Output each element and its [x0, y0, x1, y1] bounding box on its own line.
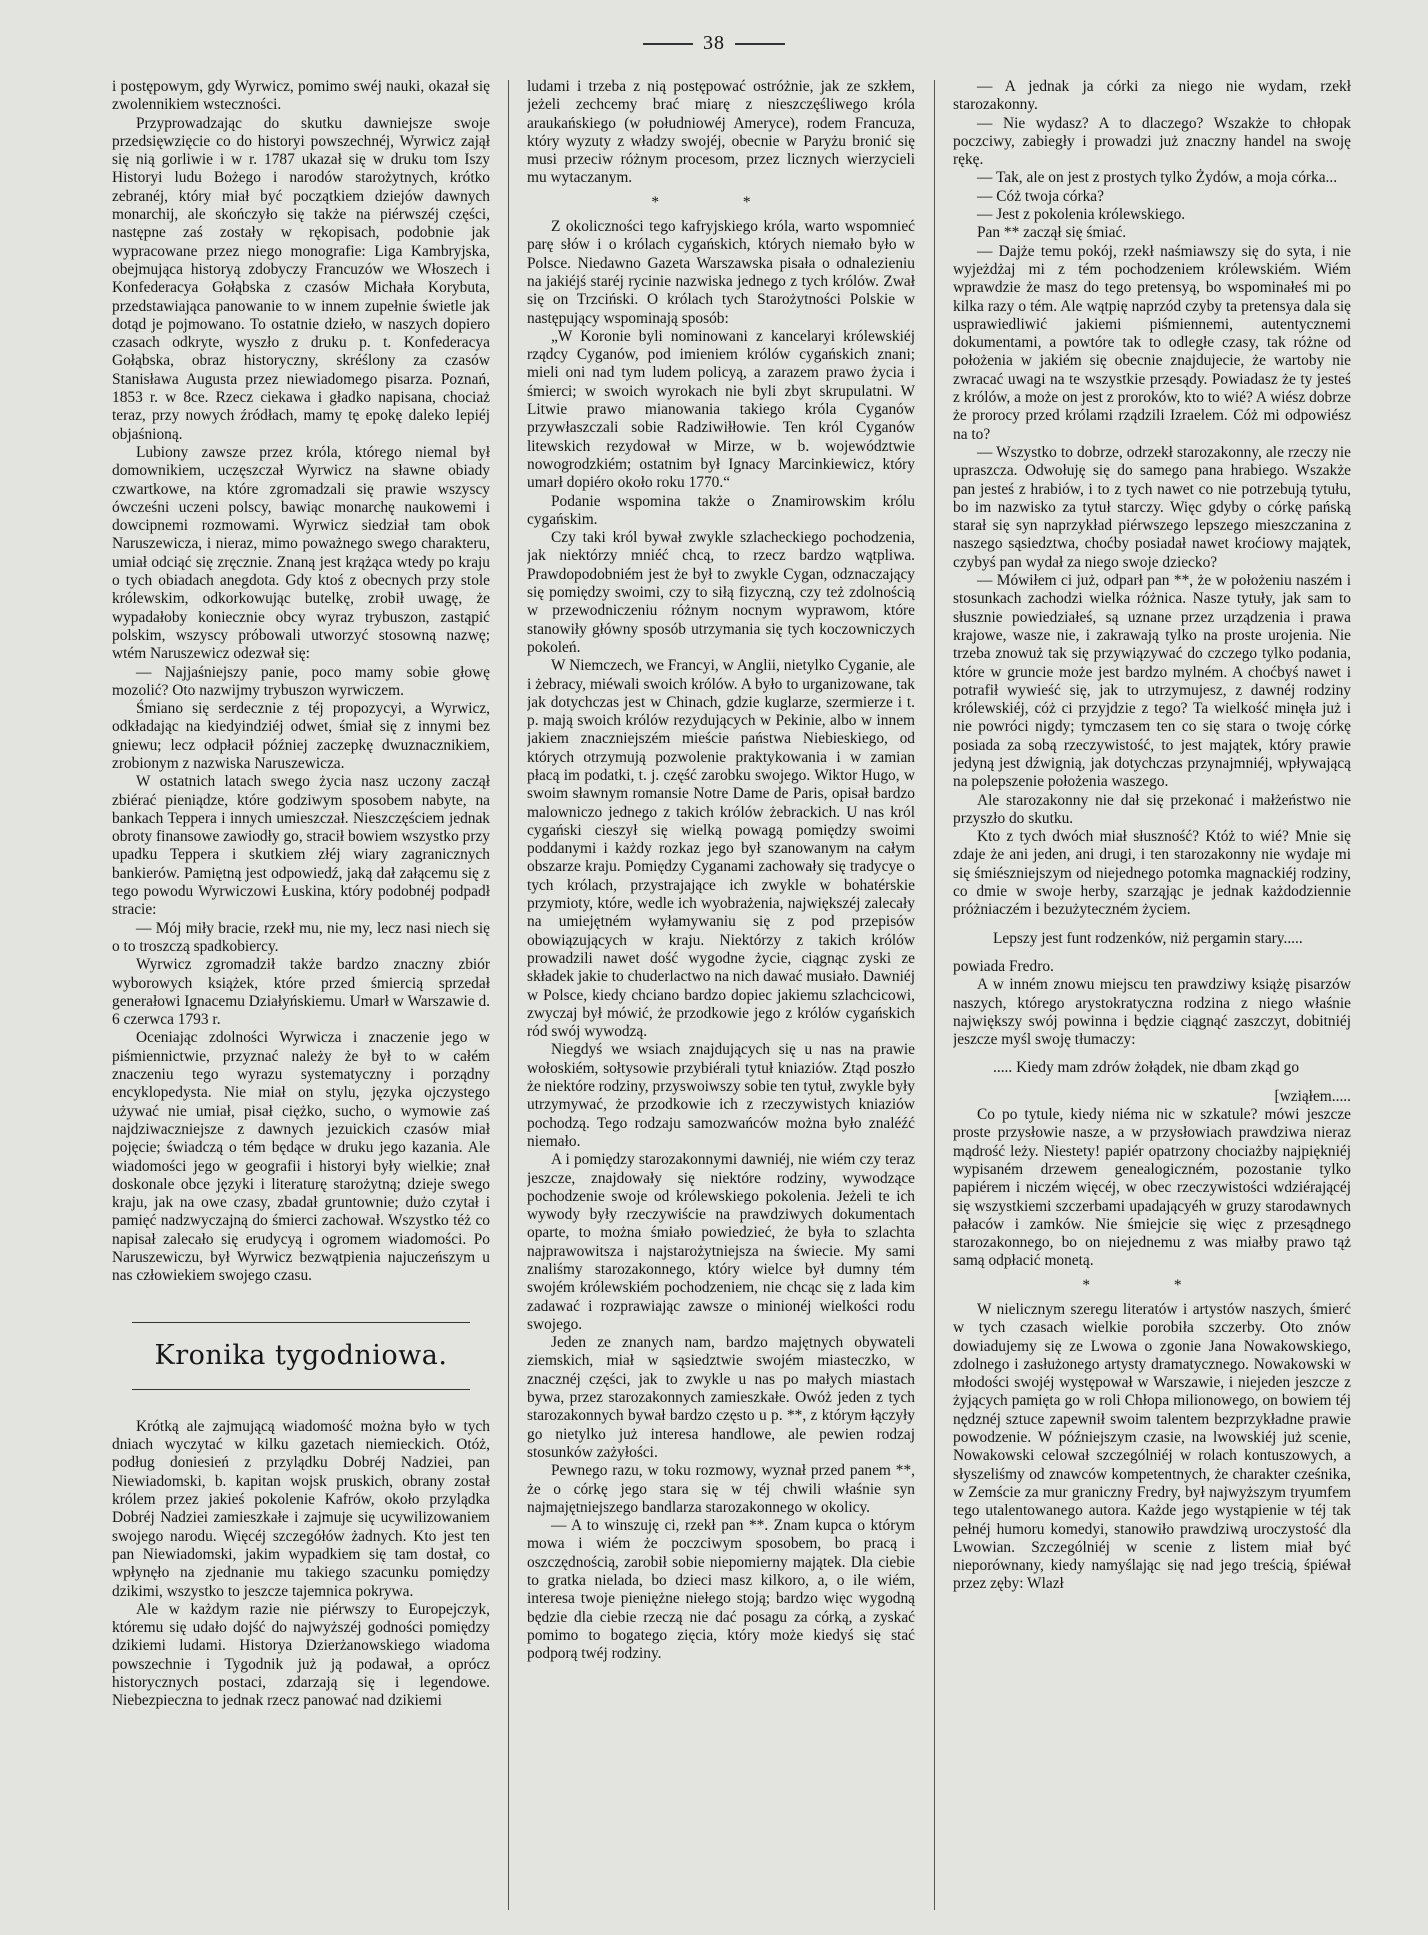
paragraph: — Mój miły bracie, rzekł mu, nie my, lecz nasi niech się o to troszczą spadkobiercy.: [112, 919, 490, 955]
paragraph: Przyprowadzając do skutku dawniejsze swoje przedsięwzięcie co do historyi powszechnéj, Wyrwicz zajął się nią gorliwie i w r. 1787 ukazał się w druku tom Iszy Historyi ludu Bożego i narodów starożytnych, krótko zebranéj, który miał być początkiem dziejów dawnych monarchij, ale skończyło się także na piérwszéj części, następne zaś zostały w rękopisach, podobnie jak wypracowane przez niego monografie: Liga Kambryjska, obejmująca historyą zdobyczy Francuzów we Włoszech i Konfederacya Gołąbska z czasów Michała Korybuta, przedstawiająca panowanie to w innem zupełnie świetle jak dotąd je pojmowano. To ostatnie dzieło, w naszych dopiero czasach odkryte, wyszło z druku p. t. Konfederacya Gołąbska, obraz historyczny, skréślony za czasów Stanisława Augusta przez niewiadomego pisarza. Poznań, 1853 r. w 8ce. Rzecz ciekawa i gładko napisana, chociaż teraz, przy nowych źródłach, mamy tę epokę daleko lepiéj objaśnioną.: [112, 114, 490, 443]
paragraph: powiada Fredro.: [953, 957, 1054, 975]
paragraph: — A to winszuję ci, rzekł pan **. Znam kupca o którym mowa i wiém że poczciwym sposobem, bo pracą i oszczędnością, zarobił sobie niepomierny majątek. Dla ciebie to gratka nielada, bo dzieci masz kilkoro, a, o ile wiém, interesa twoje pieniężne niełego stoją; bardzo więc wygodną będzie dla ciebie rzeczą nie dać posagu za córką, a zyskać pomimo to bogatego zięcia, który może kiedyś się stać podporą twéj rodziny.: [527, 1517, 915, 1663]
column-rule: [934, 80, 935, 1910]
verse-quote: ..... Kiedy mam zdrów żołądek, nie dbam zkąd go: [993, 1059, 1300, 1077]
paragraph: Oceniając zdolności Wyrwicza i znaczenie jego w piśmiennictwie, przyznać należy że był to w całém znaczeniu tego wyrazu systematyczny i porządny encyklopedysta. Nie miał on stylu, języka ojczystego używać nie umiał, pisał ciężko, sucho, o wymowie zaś najdziwaczniejsze z dawnych jezuickich czasów miał pojęcie; świadczą o tém będące w druku jego kazania. Ale wiadomości jego w geografii i historyi były wielkie; znał doskonale obce języki i literaturę starożytną; dzieje swego kraju, jak na owe czasy, zbadał gruntownie; dużo czytał i pamięć nadzwyczajną do śmierci zachował. Wszystko téż co napisał zalecało się erudycyą i ogromem wiadomości. Po Naruszewiczu, był Wyrwicz bezwątpienia najuczeńszym u nas człowiekiem swojego czasu.: [112, 1029, 490, 1285]
verse-quote: Lepszy jest funt rodzenków, niż pergamin stary.....: [993, 929, 1303, 947]
paragraph: Wyrwicz zgromadził także bardzo znaczny zbiór wyborowych książek, które przed śmiercią sprzedał generałowi Ignacemu Działyńskiemu. Umarł w Warszawie d. 6 czerwca 1793 r.: [112, 956, 490, 1029]
paragraph: A w inném znowu miejscu ten prawdziwy książę pisarzów naszych, którego arystokratyczna rodzina z niego właśnie największy swój powinna i będzie ciągnąć zaszczyt, dobitniéj jeszcze myśl swoję tłumaczy:: [953, 976, 1351, 1049]
paragraph: Jeden ze znanych nam, bardzo majętnych obywateli ziemskich, miał w sąsiedztwie swojém miasteczko, w znacznéj części, jak to zwykle u nas po małych miastach bywa, przez starozakonnych zamieszkałe. Owóż jeden z tych starozakonnych bywał bardzo często u p. **, z którym łączyły go nietylko już interesa handlowe, ale pewien rodzaj stosunków zażyłości.: [527, 1334, 915, 1461]
paragraph: Kto z tych dwóch miał słuszność? Któż to wié? Mnie się zdaje że ani jeden, ani drugi, i ten starozakonny nie wydaje mi się śmiészniejszym od niejednego potomka magnackiéj rodziny, co dmie w swoje herby, szarząjąc je jednak każdodziennie próżniaczém i bezużyteczném życiem.: [953, 828, 1351, 919]
paragraph: Śmiano się serdecznie z téj propozycyi, a Wyrwicz, odkładając na kiedyindziéj odwet, śmiał się z innymi bez gniewu; lecz odpłacił później zaczepkę dwuznacznikiem, zrobionym z nazwiska Naruszewicza.: [112, 700, 490, 772]
column-1: [112, 78, 490, 1913]
paragraph: — Dajże temu pokój, rzekł naśmiawszy się do syta, i nie wyjeżdżaj mi z tém pochodzeniem królewskiém. Wiém wprawdzie że masz do tego pretensyą, bo wspominałeś mi po kilka razy o tém. Ale wątpię naprzód czyby ta pretensya dala się usprawiedliwić jakiemi piśmiennemi, autentycznemi dokumentami, a powtóre tak to odległe czasy, tak różne od położenia w jakiém się obecnie znajdujecie, że wartoby nie zwracać uwagi na te wszystkie przesądy. Powiadasz że ty jesteś z królów, a może on jest z proroków, kto to wié? A wiész dobrze że prorocy przed królami rządzili Izraelem. Cóż mi odpowiész na to?: [953, 242, 1351, 443]
paragraph: Czy taki król bywał zwykle szlacheckiego pochodzenia, jak niektórzy mniéć chcą, to rzecz bardzo wątpliwa. Prawdopodobniém jest że był to zwykle Cygan, odznaczający się pomiędzy swoimi, czy to siłą fizyczną, czy też zdolnością w przewodniczeniu różnym nocnym wyprawom, które stanowiły główny sposób utrzymania się tych koczowniczych pokoleń.: [527, 529, 915, 656]
paragraph: — Najjaśniejszy panie, poco mamy sobie głowę mozolić? Oto nazwijmy trybuszon wyrwiczem.: [112, 663, 490, 699]
paragraph: Z okoliczności tego kafryjskiego króla, warto wspomnieć parę słów i o królach cygańskich, których niemało było w Polsce. Niedawno Gazeta Warszawska pisała o odnalezieniu na jakiéjś staréj rycinie nazwiska jednego z tych królów. Zwał się on Trzciński. O królach tych Starożytności Polskie w następujący wspominają sposób:: [527, 218, 915, 327]
section-heading: Kronika tygodniowa.: [154, 1339, 448, 1371]
quotation: „W Koronie byli nominowani z kancelaryi królewskiéj rządcy Cyganów, pod imieniem królów cygańskich znani; mieli oni nad tym ludem policyą, a zarazem prawo życia i śmierci; w swoich wyrokach nie byli zbyt skrupulatni. W Litwie prawo mianowania takiego króla Cyganów przywłaszczali sobie Radziwiłłowie. Ten król Cyganów litewskich rezydował w Mirze, w b. województwie nowogrodzkiém; ostatnim był Ignacy Marcinkiewicz, który umarł dopiéro około roku 1770.“: [527, 327, 915, 492]
section-heading-block: [112, 1322, 490, 1390]
page-number: [0, 32, 1428, 55]
paragraph: — Nie wydasz? A to dlaczego? Wszakże to chłopak poczciwy, zabiegły i prowadzi już znaczny handel na swoję rękę.: [953, 114, 1351, 169]
verse-quote: [wziąłem.....: [1274, 1087, 1351, 1105]
paragraph: — Mówiłem ci już, odparł pan **, że w położeniu naszém i stosunkach zachodzi wielka różnica. Nasze tytuły, jak sam to słusznie powiedziałeś, są uznane przez urządzenia i prawa krajowe, wasze nie, i zakrawają tylko na proste urojenia. Nie trzeba znowuż tak się przywiązywać do czczego tylko podania, które w gruncie może jest bardzo mylném. A choćbyś nawet i potrafił wywieść się, jak to utrzymujesz, z dawnéj rodziny królewskiéj, cóż ci przyjdzie z tego? Ta wielkość minęła już i nie powróci nigdy; tymczasem ten co się stara o twoję córkę posiada za sobą rzeczywistość, to jest majątek, który prawie jedyną jest dźwignią, jak dotychczas przynajmniéj, wpływającą na polepszenie położenia waszego.: [953, 572, 1351, 791]
paragraph: W nielicznym szeregu literatów i artystów naszych, śmierć w tych czasach wielkie porobiła szczerby. Oto znów dowiadujemy się ze Lwowa o zgonie Jana Nowakowskiego, zdolnego i zasłużonego artysty dramatycznego. Nowakowski w młodości swojéj występował w Warszawie, i niejeden jeszcze z żyjących pamięta go w roli Chłopa milionowego, on bowiem téj nędznéj sztuce zapewnił swoim talentem bezprzykładne prawie powodzenie. W późniejszym czasie, na lwowskiéj już scenie, Nowakowski celował szczególniéj w rolach kontuszowych, a słyszeliśmy od znawców kompetentnych, że charakter cześnika, w Zemście za mur graniczny Fredry, był najwyższym tryumfem tego utalentowanego autora. Każde jego wystąpienie w téj tak pełnéj humoru komedyi, stanowiło prawdziwą uroczystość dla Lwowian. Szczególniéj w scenie z listem miał być nieporównany, kiedy namyślając się nad jego treścią, śpiéwał przez zęby: Wlazł: [953, 1301, 1351, 1593]
page-number-text: 38: [703, 32, 725, 54]
paragraph: i postępowym, gdy Wyrwicz, pomimo swéj nauki, okazał się zwolennikiem wsteczności.: [112, 78, 490, 114]
paragraph: — Wszystko to dobrze, odrzekł starozakonny, ale rzeczy nie upraszcza. Odwołuję się do samego pana hrabiego. Wszakże pan jesteś z hrabiów, i to z tych nawet co nie potrzebują tytułu, bo im nazwisko za tytuł starczy. Więc gdyby o córkę pańską starał się syn naprzykład piérwszego lepszego mieszczanina z naszego sąsiedztwa, choćby posiadał nawet kroćiowy majątek, czybyś pan wydał za niego swoje dziecko?: [953, 443, 1351, 571]
paragraph: W Niemczech, we Francyi, w Anglii, nietylko Cyganie, ale i żebracy, miéwali swoich królów. A było to urganizowane, tak jak dotychczas jest w Chinach, gdzie kuglarze, szermierze i t. p. mają swoich królów rezydujących w Pekinie, albo w innem jakiem znaczniejszém mieście państwa Niebieskiego, od których otrzymują pozwolenie praktykowania i w zamian płacą im podatki, t. j. część zarobku swojego. Wiktor Hugo, w swoim sławnym romansie Notre Dame de Paris, opisał bardzo malowniczo jednego z takich królów żebrackich. U nas król cygański cieszył się wielką powagą pomiędzy swoimi poddanymi i każdy rozkaz jego był szanowanym na całym obszarze kraju. Pomiędzy Cyganami zachowały się tradycye o tych królach, przystrajające ich zwykle w bohatérskie przymioty, które, wedle ich wyobrażenia, największéj zalecały na umiejętném wyłamywaniu się z pod przepisów obowiązujących w kraju. Niektórzy z takich królów prowadzili nawet dość wygodne życie, ciągnąc zyski ze składek jakie to chuderlactwo na nich dawać musiało. Dawniéj w Polsce, kiedy chciano bardzo dopiec jakiemu szlachcicowi, zwyczaj był mówić, że przodkowie jego z królów cygańskich ród swój wywodzą.: [527, 657, 915, 1041]
paragraph: — A jednak ja córki za niego nie wydam, rzekł starozakonny.: [953, 78, 1351, 114]
heading-rule: [132, 1322, 470, 1323]
paragraph: Niegdyś we wsiach znajdujących się u nas na prawie wołoskiém, sołtysowie przybiérali tytuł kniaziów. Ztąd poszło że niektóre rodziny, przyswoiwszy sobie ten tytuł, zwykle były utrzymywać, że przodkowie ich z rzeczywistych kniaziów pochodzą. Tego rodzaju samozwańców można było znaléźć niemało.: [527, 1041, 915, 1150]
paragraph: — Cóż twoja córka?: [977, 187, 1104, 205]
paragraph: — Tak, ale on jest z prostych tylko Żydów, a moja córka...: [977, 169, 1338, 187]
paragraph: W ostatnich latach swego życia nasz uczony zaczął zbiérać pieniądze, które godziwym sposobem nabyte, na bankach Teppera i innych umieszczał. Nieszczęściem jednak obroty finansowe zawiodły go, stracił bowiem wszystko przy upadku Teppera i skutkiem złéj wiary zagranicznych bankierów. Pamiętną jest odpowiedź, jaką dał załącemu się z tego powodu Wyrwiczowi Łuskina, który podobnéj podpadł stracie:: [112, 773, 490, 919]
paragraph: Ale w każdym razie nie piérwszy to Europejczyk, któremu się udało dojść do najwyższéj godności pomiędzy dzikiemi ludami. Historya Dzierżanowskiego wiadoma powszechnie i Tygodnik już ją podawał, a oprócz historycznych postaci, zdarzają się i legendowe. Niebezpieczna to jednak rzecz panować nad dzikiemi: [112, 1600, 490, 1710]
paragraph: Co po tytule, kiedy niéma nic w szkatule? mówi jeszcze proste przysłowie nasze, a w przysłowiach prawdziwa nieraz mądrość leży. Niestety! papiér opatrzony chociażby najpiękniéj wypisaném drzewem genealogiczném, pozostanie tylko papiérem i niczém więcéj, w obec rzeczywistości wdziérającéj się wszystkiemi szczerbami upadającyéh w gruzy starodawnych pałaców i zamków. Nie śmiejcie się więc z przesądnego starozakonnego, bo on niejednemu z was miałby prawo tąż samą odpłacić monetą.: [953, 1106, 1351, 1270]
column-rule: [508, 80, 509, 1910]
paragraph: Krótką ale zajmującą wiadomość można było w tych dniach wyczytać w kilku gazetach niemieckich. Otóż, podług doniesień z przylądku Dobréj Nadziei, pan Niewiadomski, b. kapitan wojsk pruskich, obrany został królem przez jakieś pokolenie Kafrów, około przylądka Dobréj Nadziei zamieszkałe i zajmuje się ucywilizowaniem swojego narodu. Więcéj szczegółów żadnych. Kto jest ten pan Niewiadomski, jakim wypadkiem się tam dostał, co wpłynęło na zjednanie mu takiego szacunku pomiędzy dzikimi, wszystko to jeszcze tajemnica pokrywa.: [112, 1417, 490, 1600]
paragraph: Lubiony zawsze przez króla, którego niemal był domownikiem, uczęszczał Wyrwicz na sławne obiady czwartkowe, na które zgromadzali się prawie wszyscy ówcześni uczeni polscy, bawiąc monarchę naukowemi i dowcipnemi rozmowami. Wyrwicz siedział tam obok Naruszewicza, i nieraz, mimo poważnego swego charakteru, umiał odciąć się zręcznie. Znaną jest krążąca wtedy po kraju o tych obiadach anegdota. Gdy ktoś z obecnych przy stole królewskim, odkorkowując butelkę, zrobił uwagę, że wypadałoby koniecznie obcy wyraz trybuszon, zastąpić polskim, wszyscy próbowali utworzyć stosowną nazwę; wtém Naruszewicz odezwał się:: [112, 443, 490, 663]
paragraph: Ale starozakonny nie dał się przekonać i małżeństwo nie przyszło do skutku.: [953, 791, 1351, 827]
paragraph: — Jest z pokolenia królewskiego.: [977, 206, 1186, 224]
paragraph: Pewnego razu, w toku rozmowy, wyznał przed panem **, że o córkę jego stara się w téj chwili właśnie syn najmajętniejszego bandlarza starozakonnego w okolicy.: [527, 1462, 915, 1516]
paragraph: ludami i trzeba z nią postępować ostróżnie, jak ze szkłem, jeżeli zechcemy brać miarę z nieszczęśliwego króla araukańskiego (w południowéj Ameryce), rodem Francuza, który wyzuty z władzy swojéj, obecnie w Paryżu bronić się musi przeciw różnym procesom, przez licznych wierzycieli mu wytaczanym.: [527, 78, 915, 187]
heading-rule: [132, 1389, 470, 1390]
paragraph: Pan ** zaczął się śmiać.: [977, 224, 1127, 242]
paragraph: A i pomiędzy starozakonnymi dawniéj, nie wiém czy teraz jeszcze, znajdowały się niektóre rodziny, wywodzące pochodzenie swoje od królewskiego pokolenia. Jeżeli te ich wywody były rzeczywiście na prawdziwych dokumentach oparte, to można śmiało powiedzieć, że była to szlachta najprawowitsza i najstarożytniejsza na świecie. My sami znaliśmy starozakonnego, który wielce był dumny tém swojém królewskiém pochodzeniem, nie chcąc się z lada kim zadawać i rozprawiając zawsze o minionéj wielkości rodu swojego.: [527, 1151, 915, 1333]
paragraph: Podanie wspomina także o Znamirowskim królu cygańskim.: [527, 492, 915, 528]
column-3: [953, 78, 1351, 1913]
section-separator: * *: [1082, 1276, 1222, 1294]
column-2: [527, 78, 915, 1913]
section-separator: * *: [651, 193, 791, 211]
